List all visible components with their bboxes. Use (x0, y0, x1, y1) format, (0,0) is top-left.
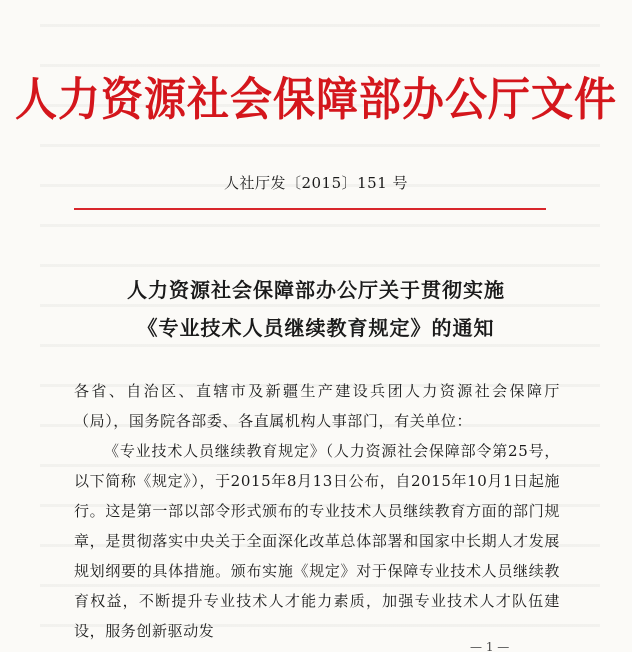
red-separator-line (74, 208, 546, 210)
page-number: — 1 — (470, 640, 510, 652)
body-paragraph: 《专业技术人员继续教育规定》（人力资源社会保障部令第25号，以下简称《规定》），于2015年8月13日公布，自2015年10月1日起施行。这是第一部以部令形式颁布的专业技术人员继续教育方面的部门规章，是贯彻落实中央关于全面深化改革总体部署和国家中长期人才发展规划纲要的具体措施。颁布实施《规定》对于保障专业技术人员继续教育权益，不断提升专业技术人才能力素质，加强专业技术人才队伍建设，服务创新驱动发 (74, 442, 560, 640)
document-number: 人社厅发〔2015〕151 号 (223, 174, 409, 192)
document-masthead: 人力资源社会保障部办公厅文件 (14, 73, 617, 126)
notice-title-line-1: 人力资源社会保障部办公厅关于贯彻实施 (127, 278, 505, 302)
document-body (74, 376, 560, 646)
addressee-paragraph: 各省、自治区、直辖市及新疆生产建设兵团人力资源社会保障厅（局），国务院各部委、各直属机构人事部门，有关单位： (74, 382, 560, 430)
notice-title-line-2: 《专业技术人员继续教育规定》的通知 (137, 316, 495, 340)
